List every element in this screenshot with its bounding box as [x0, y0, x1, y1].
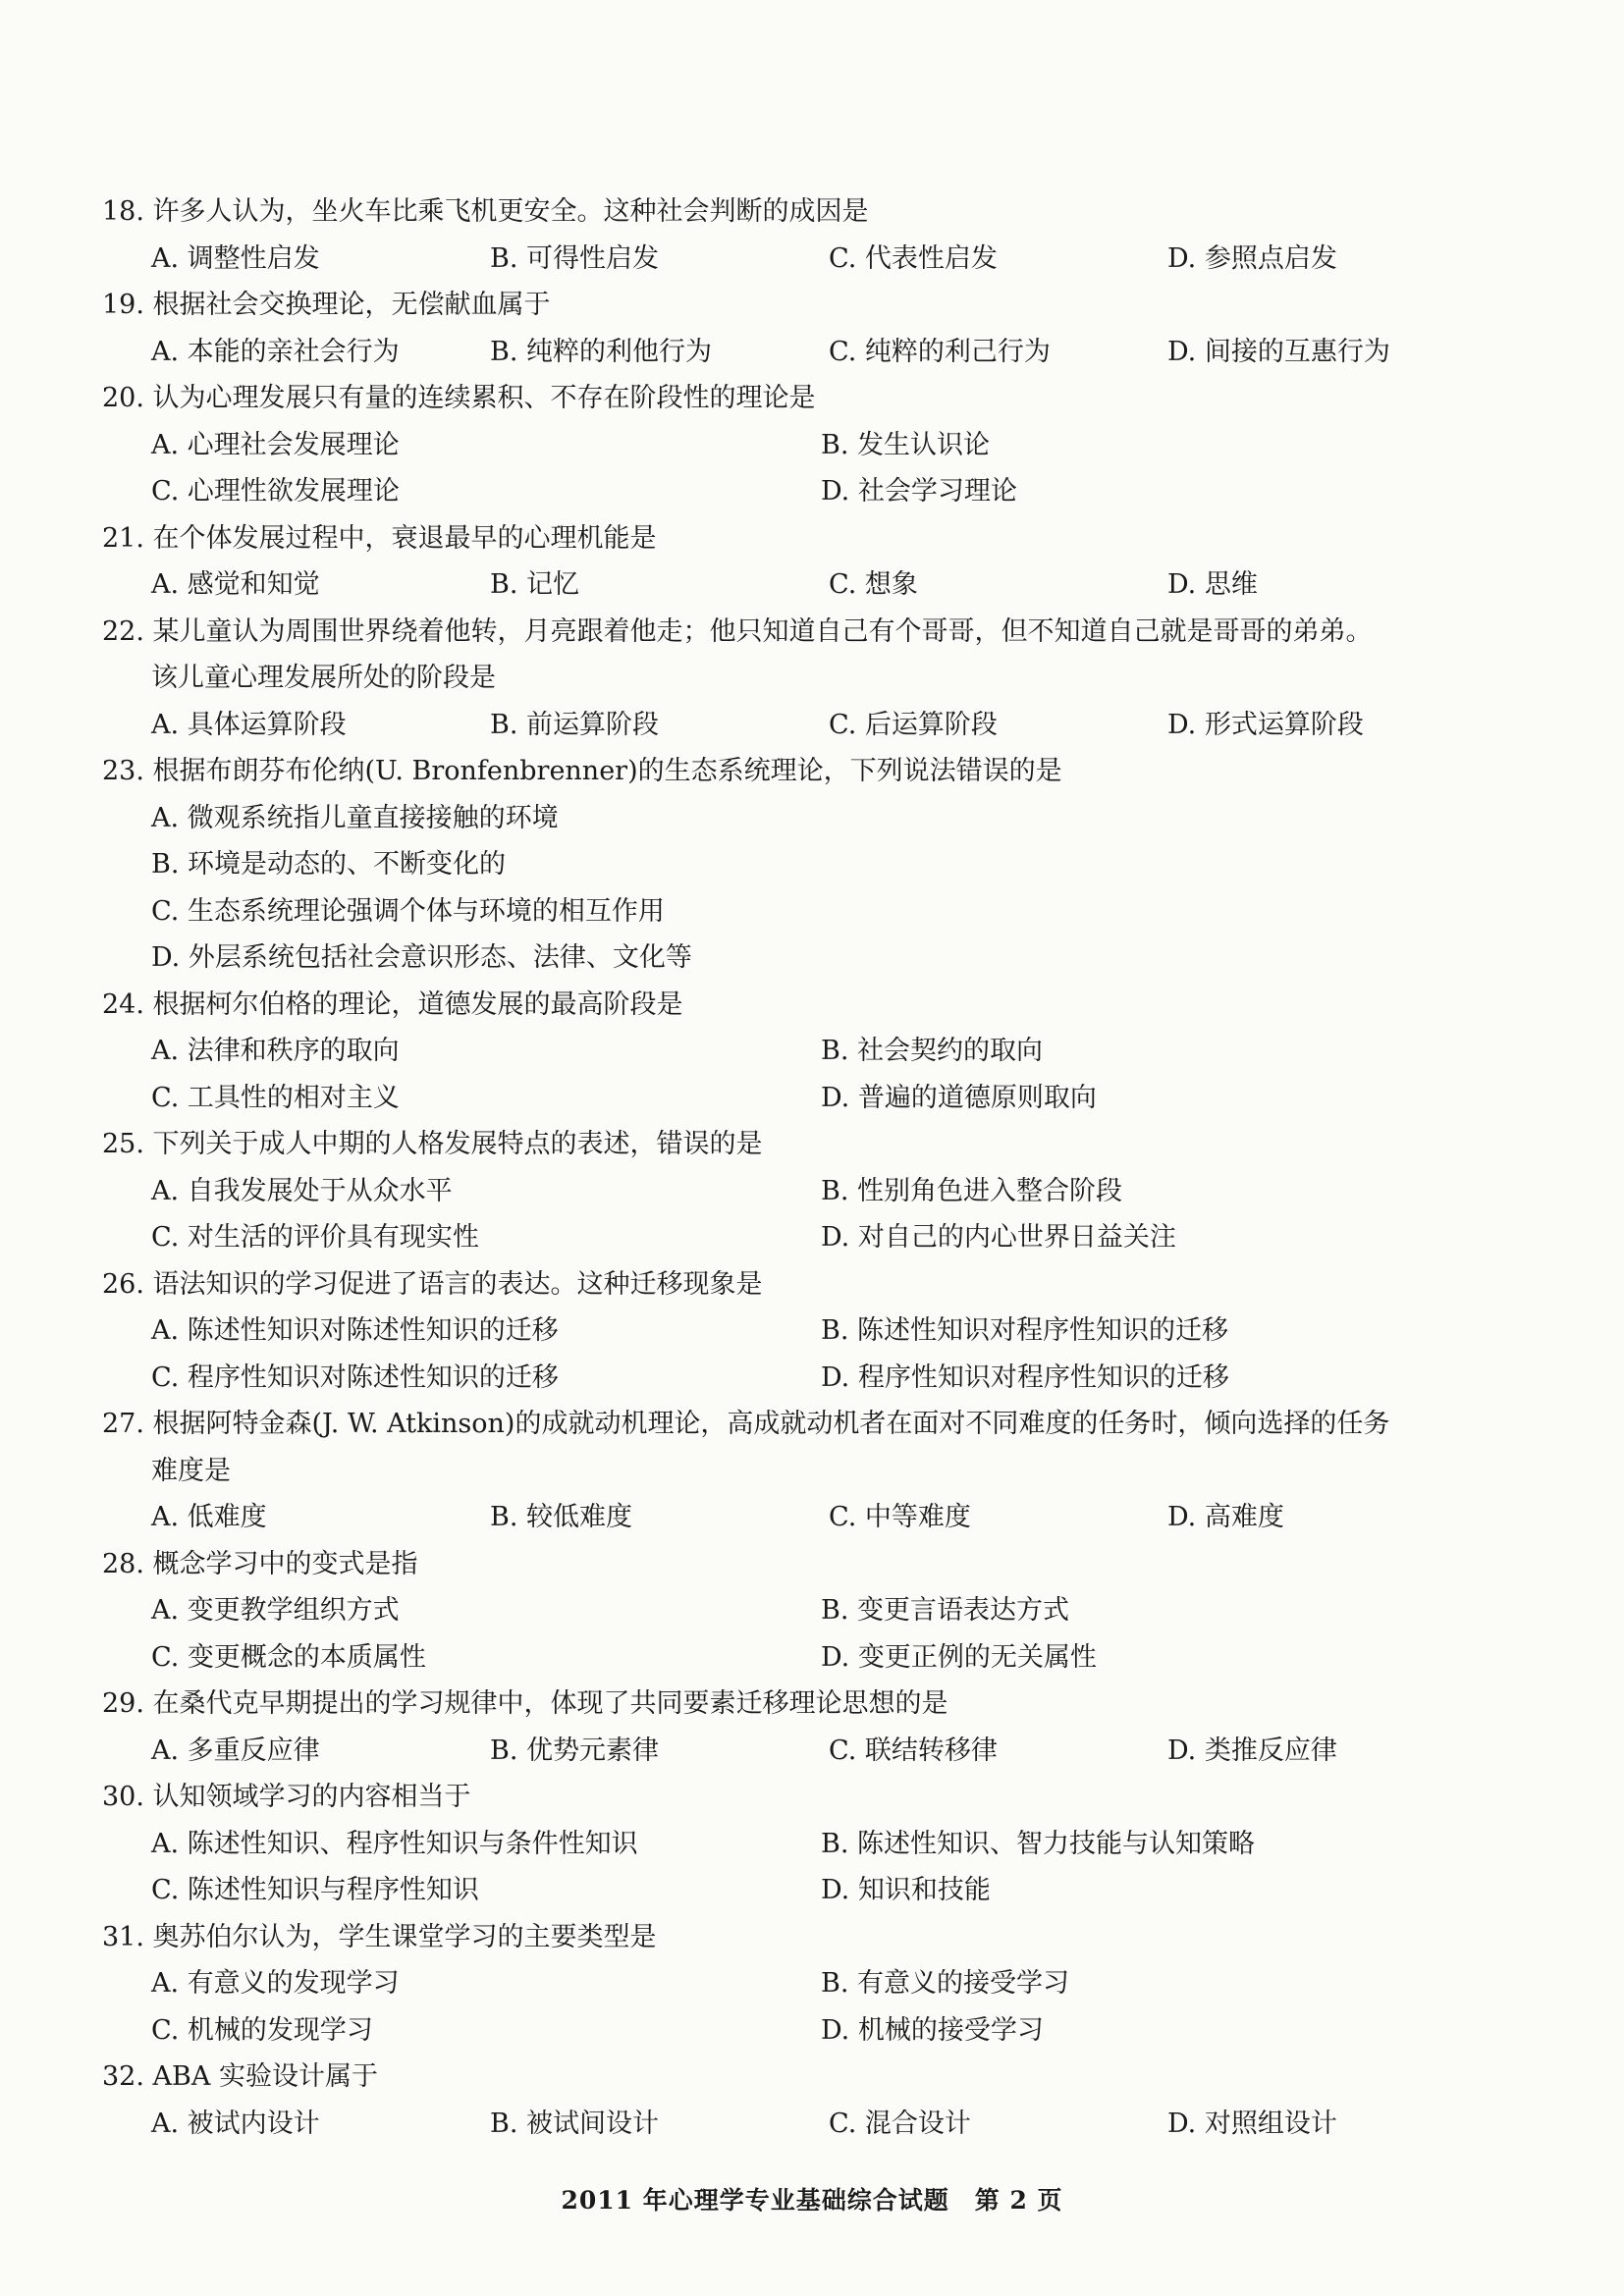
question-stem: 26. 语法知识的学习促进了语言的表达。这种迁移现象是 [102, 1268, 763, 1300]
option-group [102, 1308, 1526, 1401]
question-item [102, 609, 1526, 749]
answer-option: B. 较低难度 [490, 1502, 633, 1532]
answer-option: A. 变更教学组织方式 [151, 1595, 400, 1626]
option-group [102, 422, 1526, 515]
answer-option: A. 低难度 [151, 1502, 267, 1532]
question-item [102, 188, 1526, 282]
answer-option: A. 感觉和知觉 [151, 569, 320, 600]
answer-option: A. 自我发展处于从众水平 [151, 1175, 453, 1206]
answer-option: C. 后运算阶段 [829, 709, 998, 740]
option-group [102, 1028, 1526, 1121]
answer-option: D. 普遍的道德原则取向 [821, 1082, 1097, 1113]
answer-option: B. 性别角色进入整合阶段 [821, 1175, 1123, 1206]
answer-option: B. 陈述性知识、智力技能与认知策略 [821, 1828, 1256, 1859]
question-stem-continued: 难度是 [151, 1455, 231, 1486]
question-stem: 20. 认为心理发展只有量的连续累积、不存在阶段性的理论是 [102, 383, 816, 413]
option-group [102, 702, 1526, 749]
answer-option: B. 被试间设计 [490, 2108, 660, 2139]
option-group [102, 329, 1526, 376]
question-stem: 21. 在个体发展过程中，衰退最早的心理机能是 [102, 522, 657, 554]
question-item [102, 1401, 1526, 1541]
answer-option: B. 优势元素律 [490, 1735, 660, 1766]
answer-option: B. 记忆 [490, 569, 580, 600]
answer-option: B. 有意义的接受学习 [821, 1968, 1070, 1999]
answer-option: C. 中等难度 [829, 1502, 971, 1532]
answer-option: A. 调整性启发 [151, 242, 320, 274]
answer-option: C. 纯粹的利己行为 [829, 336, 1051, 367]
answer-option: D. 社会学习理论 [821, 476, 1017, 507]
answer-option: D. 思维 [1167, 569, 1258, 600]
answer-option: C. 机械的发现学习 [151, 2014, 373, 2046]
option-group [102, 795, 1526, 982]
answer-option: B. 纯粹的利他行为 [490, 336, 713, 367]
question-item [102, 1261, 1526, 1402]
answer-option: A. 多重反应律 [151, 1735, 320, 1766]
option-group [102, 561, 1526, 609]
question-list [102, 188, 1526, 2147]
question-item [102, 982, 1526, 1122]
answer-option: A. 法律和秩序的取向 [151, 1036, 400, 1066]
question-item [102, 515, 1526, 609]
question-stem: 30. 认知领域学习的内容相当于 [102, 1782, 471, 1812]
answer-option: A. 陈述性知识对陈述性知识的迁移 [151, 1315, 559, 1346]
answer-option: A. 微观系统指儿童直接接触的环境 [151, 802, 559, 833]
option-group [102, 1728, 1526, 1775]
answer-option: D. 参照点启发 [1167, 242, 1337, 274]
page-footer: 2011 年心理学专业基础综合试题 第 2 页 [561, 2186, 1063, 2215]
answer-option: D. 对照组设计 [1167, 2108, 1337, 2139]
answer-option: C. 程序性知识对陈述性知识的迁移 [151, 1362, 559, 1393]
answer-option: D. 变更正例的无关属性 [821, 1641, 1097, 1673]
question-stem: 31. 奥苏伯尔认为，学生课堂学习的主要类型是 [102, 1921, 657, 1952]
answer-option: C. 工具性的相对主义 [151, 1082, 400, 1113]
answer-option: B. 前运算阶段 [490, 709, 660, 740]
answer-option: D. 知识和技能 [821, 1875, 991, 1905]
question-stem: 18. 许多人认为，坐火车比乘飞机更安全。这种社会判断的成因是 [102, 196, 869, 227]
answer-option: A. 被试内设计 [151, 2108, 320, 2139]
question-stem: 25. 下列关于成人中期的人格发展特点的表述，错误的是 [102, 1129, 763, 1159]
answer-option: D. 外层系统包括社会意识形态、法律、文化等 [151, 942, 692, 973]
answer-option: C. 变更概念的本质属性 [151, 1641, 426, 1673]
answer-option: C. 心理性欲发展理论 [151, 476, 400, 507]
answer-option: B. 变更言语表达方式 [821, 1595, 1070, 1626]
question-item [102, 1121, 1526, 1261]
option-group [102, 1587, 1526, 1681]
answer-option: A. 有意义的发现学习 [151, 1968, 400, 1999]
answer-option: D. 高难度 [1167, 1502, 1284, 1532]
answer-option: A. 本能的亲社会行为 [151, 336, 400, 367]
question-stem: 22. 某儿童认为周围世界绕着他转，月亮跟着他走；他只知道自己有个哥哥，但不知道自己就是哥哥的弟弟。 [102, 615, 1373, 647]
answer-option: B. 可得性启发 [490, 242, 660, 274]
answer-option: C. 生态系统理论强调个体与环境的相互作用 [151, 895, 665, 927]
answer-option: D. 程序性知识对程序性知识的迁移 [821, 1362, 1229, 1393]
answer-option: B. 发生认识论 [821, 429, 991, 460]
question-stem: 32. ABA 实验设计属于 [102, 2061, 378, 2092]
answer-option: C. 代表性启发 [829, 242, 998, 274]
question-stem: 28. 概念学习中的变式是指 [102, 1548, 418, 1579]
answer-option: C. 对生活的评价具有现实性 [151, 1222, 479, 1253]
question-item [102, 1681, 1526, 1774]
option-group [102, 1494, 1526, 1541]
question-item [102, 375, 1526, 515]
answer-option: B. 社会契约的取向 [821, 1036, 1044, 1066]
question-item [102, 1541, 1526, 1682]
question-stem: 29. 在桑代克早期提出的学习规律中，体现了共同要素迁移理论思想的是 [102, 1688, 948, 1719]
option-group [102, 1821, 1526, 1914]
answer-option: D. 形式运算阶段 [1167, 709, 1364, 740]
answer-option: D. 类推反应律 [1167, 1735, 1337, 1766]
question-item [102, 1914, 1526, 2055]
option-group [102, 2101, 1526, 2148]
question-stem: 23. 根据布朗芬布伦纳(U. Bronfenbrenner)的生态系统理论，下列说法错误的是 [102, 756, 1062, 786]
question-stem-continued: 该儿童心理发展所处的阶段是 [151, 663, 496, 693]
question-item [102, 2054, 1526, 2147]
answer-option: A. 心理社会发展理论 [151, 429, 400, 460]
answer-option: B. 陈述性知识对程序性知识的迁移 [821, 1315, 1229, 1346]
question-stem: 24. 根据柯尔伯格的理论，道德发展的最高阶段是 [102, 988, 683, 1020]
option-group [102, 1168, 1526, 1261]
answer-option: C. 想象 [829, 569, 918, 600]
answer-option: C. 混合设计 [829, 2108, 971, 2139]
option-group [102, 1960, 1526, 2054]
question-item [102, 1774, 1526, 1914]
question-stem: 19. 根据社会交换理论，无偿献血属于 [102, 290, 551, 320]
option-group [102, 236, 1526, 283]
answer-option: C. 陈述性知识与程序性知识 [151, 1875, 479, 1905]
answer-option: A. 陈述性知识、程序性知识与条件性知识 [151, 1828, 638, 1859]
answer-option: B. 环境是动态的、不断变化的 [151, 849, 507, 880]
answer-option: D. 对自己的内心世界日益关注 [821, 1222, 1176, 1253]
answer-option: A. 具体运算阶段 [151, 709, 347, 740]
answer-option: D. 机械的接受学习 [821, 2014, 1044, 2046]
answer-option: D. 间接的互惠行为 [1167, 336, 1390, 367]
question-item [102, 282, 1526, 375]
question-item [102, 748, 1526, 982]
question-stem: 27. 根据阿特金森(J. W. Atkinson)的成就动机理论，高成就动机者在面对不同难度的任务时，倾向选择的任务 [102, 1409, 1390, 1439]
answer-option: C. 联结转移律 [829, 1735, 998, 1766]
